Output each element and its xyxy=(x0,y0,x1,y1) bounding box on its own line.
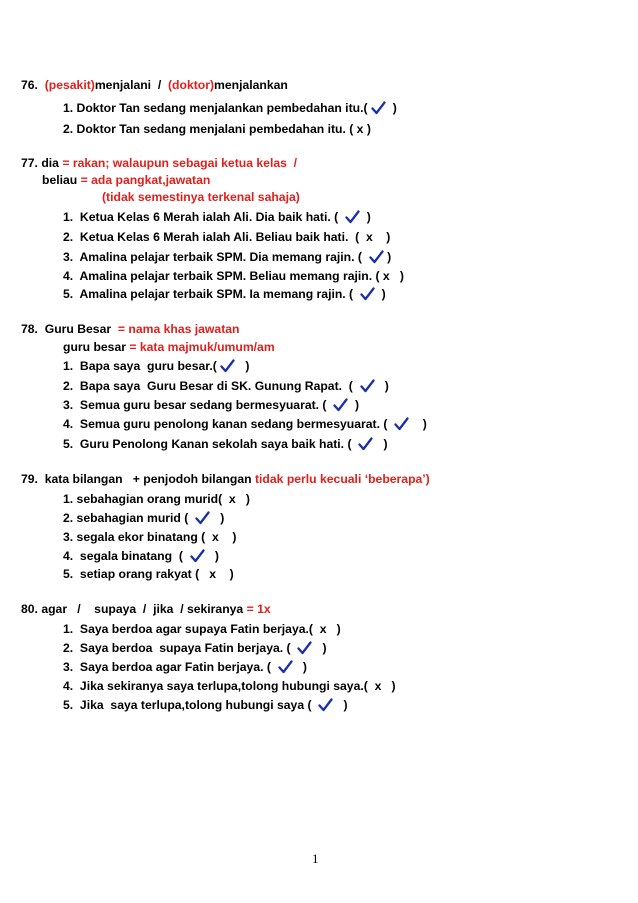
section-78-item-4: 4. Semua guru penolong kanan sedang bermesyuarat. ( ) xyxy=(63,417,427,431)
section-76-heading: 76. (pesakit)menjalani / (doktor)menjalankan xyxy=(21,78,288,92)
section-77-item-4: 4. Amalina pelajar terbaik SPM. Beliau memang rajin. ( x ) xyxy=(63,269,404,283)
section-80-heading: 80. agar / supaya / jika / sekiranya = 1x xyxy=(21,602,271,616)
section-77-heading: 77. dia = rakan; walaupun sebagai ketua kelas / xyxy=(21,156,298,170)
checkmark-icon xyxy=(369,250,384,264)
section-78-item-5: 5. Guru Penolong Kanan sekolah saya baik hati. ( ) xyxy=(63,437,388,451)
checkmark-icon xyxy=(297,641,312,655)
section-77-item-2: 2. Ketua Kelas 6 Merah ialah Ali. Beliau baik hati. ( x ) xyxy=(63,230,391,244)
section-77-subheading: beliau = ada pangkat,jawatan xyxy=(42,173,211,187)
checkmark-icon xyxy=(220,359,235,373)
section-79-item-5: 5. setiap orang rakyat ( x ) xyxy=(63,567,234,581)
section-79-item-2: 2. sebahagian murid ( ) xyxy=(63,511,225,525)
section-78-heading: 78. Guru Besar = nama khas jawatan xyxy=(21,322,240,336)
section-78-item-2: 2. Bapa saya Guru Besar di SK. Gunung Rapat. ( ) xyxy=(63,379,389,393)
checkmark-icon xyxy=(371,101,386,115)
checkmark-icon xyxy=(278,660,293,674)
section-79-heading: 79. kata bilangan + penjodoh bilangan tidak perlu kecuali ‘beberapa’) xyxy=(21,472,430,486)
checkmark-icon xyxy=(358,437,373,451)
section-79-item-3: 3. segala ekor binatang ( x ) xyxy=(63,530,237,544)
checkmark-icon xyxy=(190,549,205,563)
section-80-item-5: 5. Jika saya terlupa,tolong hubungi saya ( ) xyxy=(63,698,348,712)
section-76-item-1: 1. Doktor Tan sedang menjalankan pembedahan itu.( ) xyxy=(63,101,397,115)
section-77-item-3: 3. Amalina pelajar terbaik SPM. Dia memang rajin. ( ) xyxy=(63,250,392,264)
section-76-item-2: 2. Doktor Tan sedang menjalani pembedahan itu. ( x ) xyxy=(63,122,371,136)
section-77-item-5: 5. Amalina pelajar terbaik SPM. Ia memang rajin. ( ) xyxy=(63,287,386,301)
section-79-item-4: 4. segala binatang ( ) xyxy=(63,549,219,563)
checkmark-icon xyxy=(360,379,375,393)
section-78-item-1: 1. Bapa saya guru besar.( ) xyxy=(63,359,250,373)
section-80-item-1: 1. Saya berdoa agar supaya Fatin berjaya.( x ) xyxy=(63,622,341,636)
section-78-subheading: guru besar = kata majmuk/umum/am xyxy=(63,340,275,354)
checkmark-icon xyxy=(195,511,210,525)
checkmark-icon xyxy=(360,287,375,301)
page-number: 1 xyxy=(312,851,319,866)
section-78-item-3: 3. Semua guru besar sedang bermesyuarat. ( ) xyxy=(63,398,360,412)
section-79-item-1: 1. sebahagian orang murid( x ) xyxy=(63,492,250,506)
checkmark-icon xyxy=(318,698,333,712)
section-80-item-4: 4. Jika sekiranya saya terlupa,tolong hubungi saya.( x ) xyxy=(63,679,396,693)
checkmark-icon xyxy=(333,398,348,412)
checkmark-icon xyxy=(345,210,360,224)
section-77-item-1: 1. Ketua Kelas 6 Merah ialah Ali. Dia baik hati. ( ) xyxy=(63,210,371,224)
section-80-item-2: 2. Saya berdoa supaya Fatin berjaya. ( ) xyxy=(63,641,327,655)
section-77-note: (tidak semestinya terkenal sahaja) xyxy=(102,190,300,204)
section-80-item-3: 3. Saya berdoa agar Fatin berjaya. ( ) xyxy=(63,660,307,674)
checkmark-icon xyxy=(394,417,409,431)
